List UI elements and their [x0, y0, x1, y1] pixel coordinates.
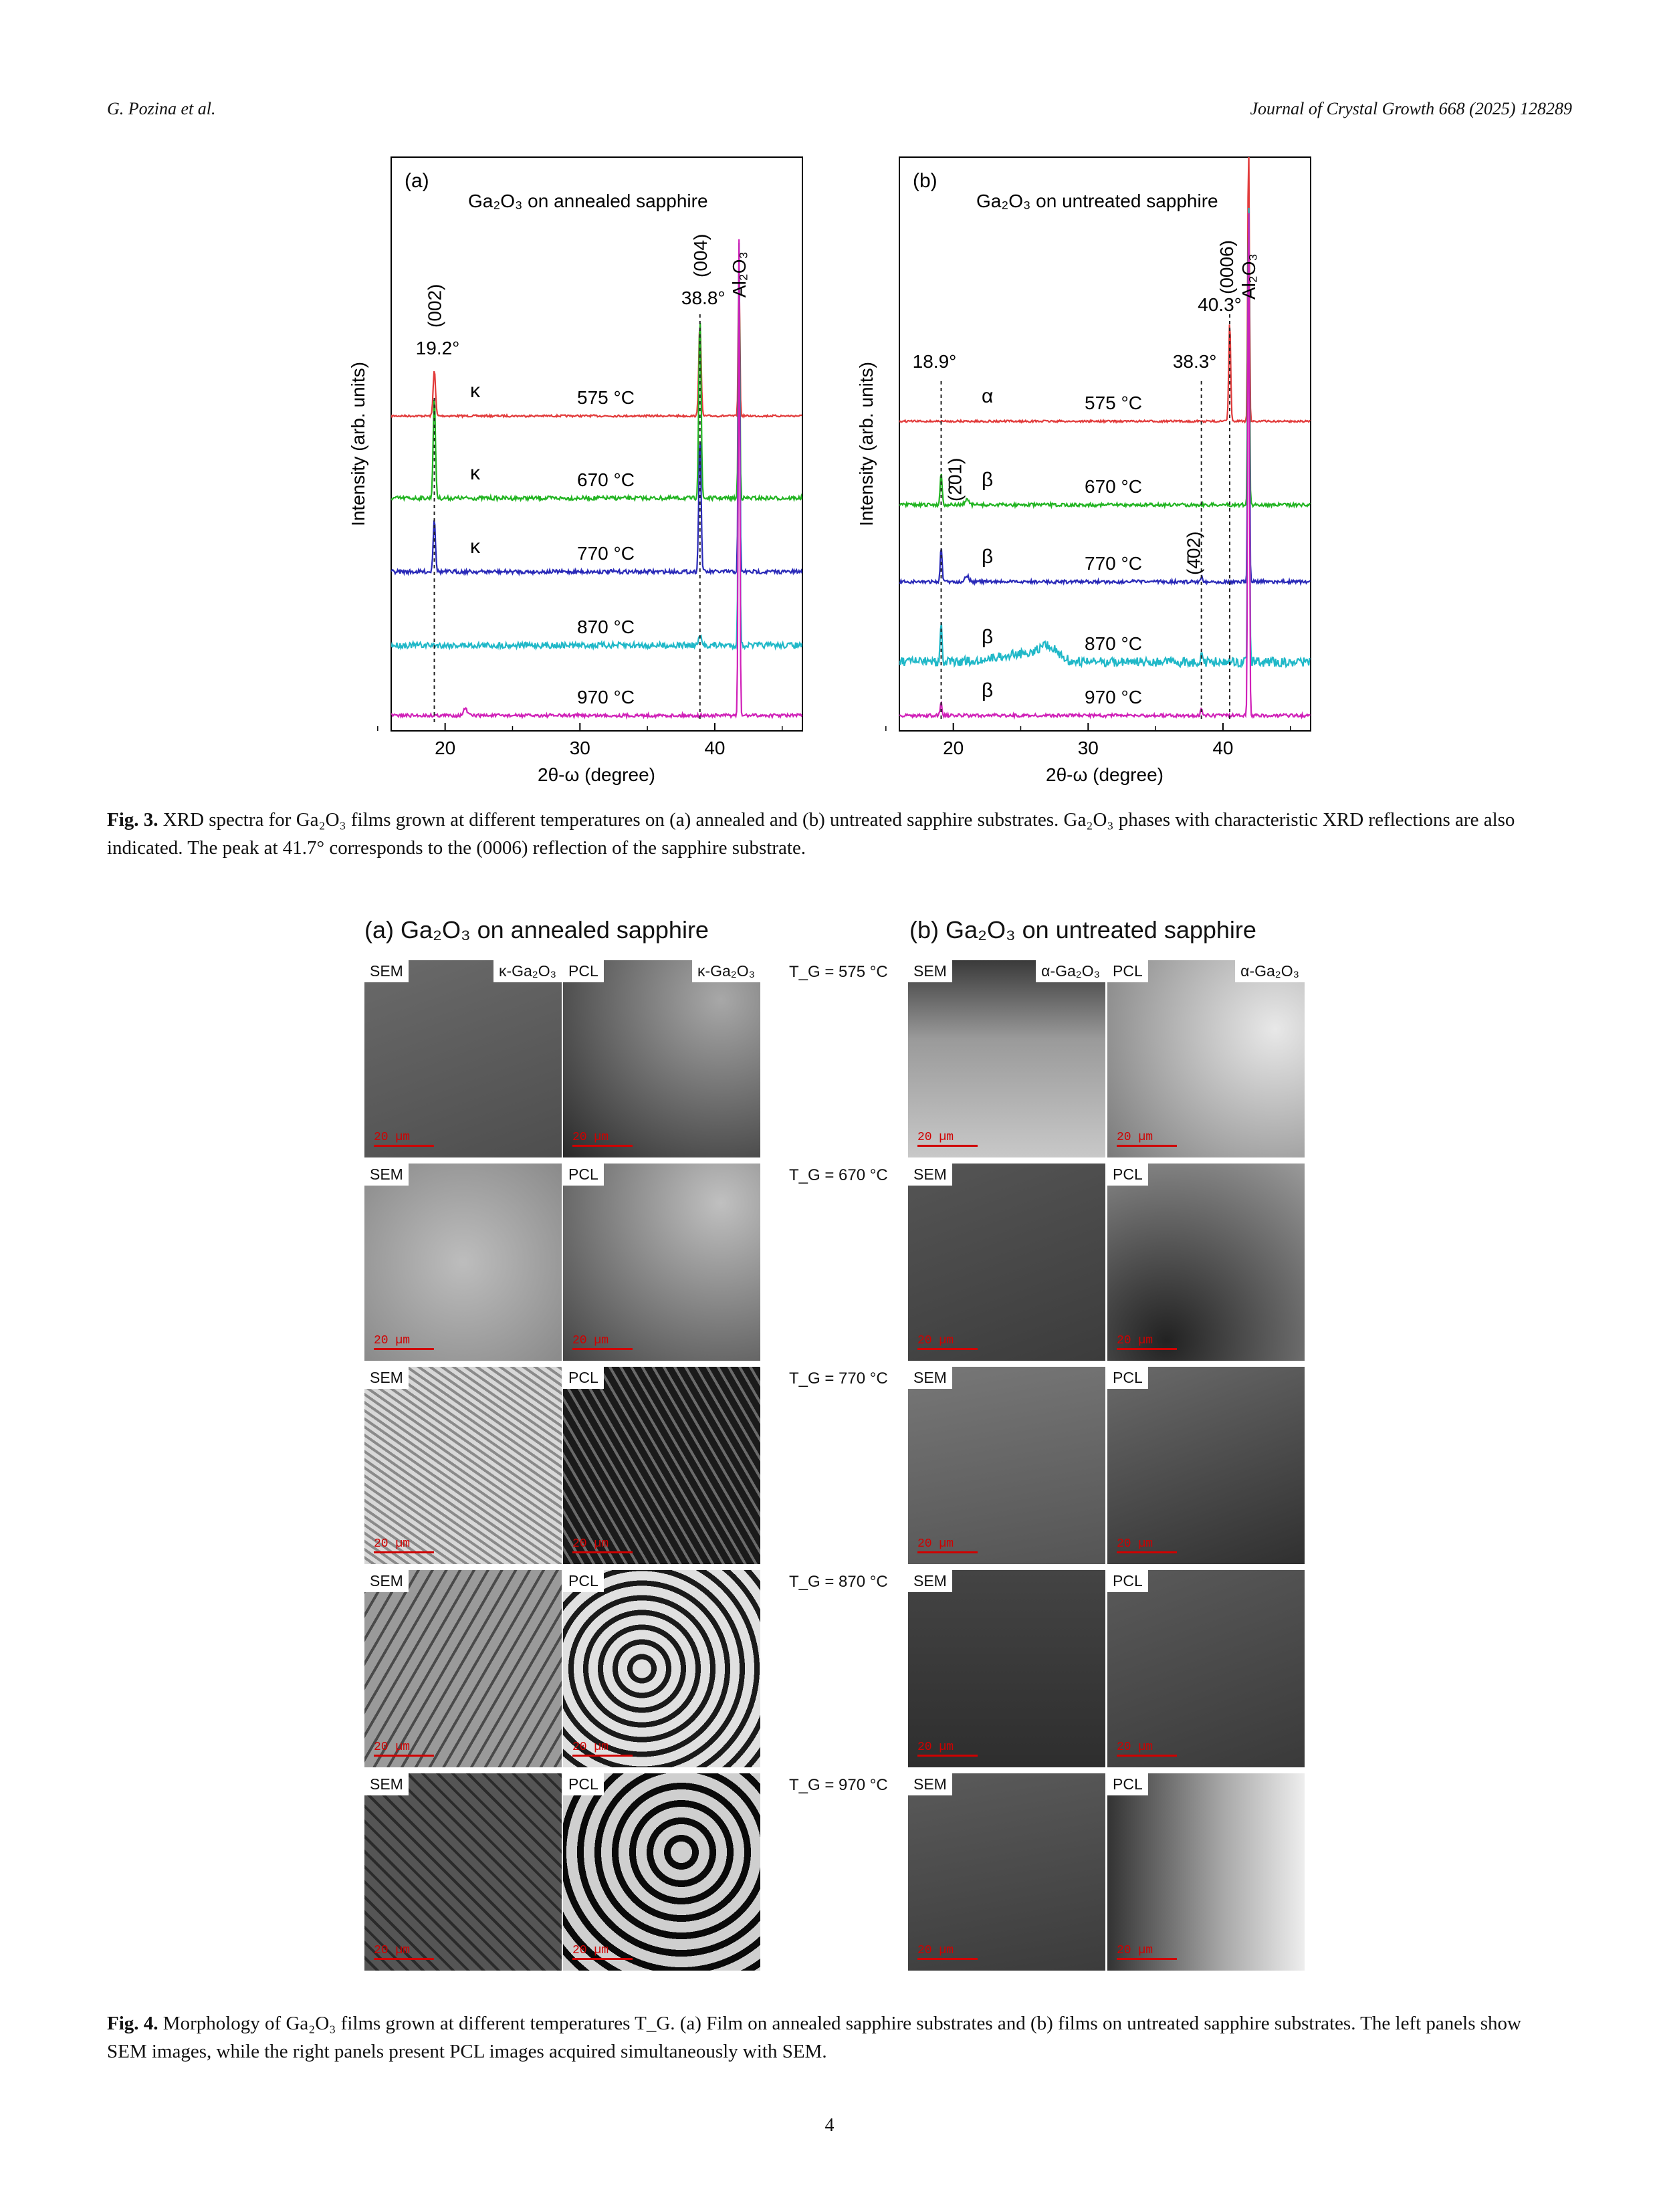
phase-label: κ-Ga₂O₃	[692, 960, 760, 982]
scale-bar	[374, 1755, 434, 1757]
pcl-image	[563, 960, 760, 1157]
growth-temperature-label: T_G = 770 °C	[789, 1369, 888, 1388]
fig4-panel-a-title: (a) Ga₂O₃ on annealed sapphire	[364, 916, 709, 944]
running-header-journal: Journal of Crystal Growth 668 (2025) 128289	[1250, 99, 1572, 118]
peak-label-38-3: 38.3°	[1172, 351, 1217, 372]
sem-image	[908, 1367, 1105, 1564]
pcl-label: PCL	[563, 960, 604, 982]
scale-bar	[374, 1348, 434, 1350]
scale-bar	[572, 1551, 633, 1553]
scale-bar	[572, 1755, 633, 1757]
sem-label: SEM	[908, 1570, 952, 1592]
scale-bar-label: 20 µm	[917, 1334, 954, 1347]
figure-3-caption-text: XRD spectra for Ga₂O₃ films grown at different temperatures on (a) annealed and (b) untreated sapphire substrates. Ga₂O₃ phases with characteristic XRD reflections are also indicated. The peak at 41.7° corresponds to the (0006) reflection of the sapphire substrate.	[107, 809, 1515, 859]
sem-label: SEM	[364, 1164, 409, 1186]
panel-b-spectra	[899, 152, 1311, 717]
temp-label-3: 870 °C	[1085, 633, 1142, 654]
peak-label-18-9: 18.9°	[912, 351, 957, 372]
sem-image	[908, 960, 1105, 1157]
figure-4-caption-text: Morphology of Ga₂O₃ films grown at different temperatures T_G. (a) Film on annealed sapphire substrates and (b) films on untreated sapphire substrates. The left panels show SEM images, while the right panels present PCL images acquired simultaneously with SEM.	[107, 2013, 1521, 2062]
scale-bar-label: 20 µm	[374, 1537, 411, 1551]
scale-bar	[1117, 1551, 1177, 1553]
figure-4-morphology	[0, 896, 1659, 1993]
temp-label-2: 770 °C	[1085, 553, 1142, 574]
sem-image	[908, 1570, 1105, 1767]
scale-bar	[1117, 1755, 1177, 1757]
scale-bar	[374, 1958, 434, 1960]
scale-bar	[1117, 1958, 1177, 1960]
scale-bar	[917, 1958, 978, 1960]
growth-temperature-label: T_G = 970 °C	[789, 1776, 888, 1794]
scale-bar-label: 20 µm	[917, 1537, 954, 1551]
scale-bar	[917, 1348, 978, 1350]
panel-b-xticks	[886, 723, 1291, 758]
scale-bar-label: 20 µm	[917, 1944, 954, 1957]
peak-label-38-8: 38.8°	[681, 288, 726, 308]
panel-a-annotations	[416, 234, 750, 722]
pcl-label: PCL	[563, 1570, 604, 1592]
scale-bar-label: 20 µm	[572, 1131, 609, 1144]
pcl-image	[563, 1164, 760, 1361]
scale-bar	[917, 1755, 978, 1757]
scale-bar-label: 20 µm	[572, 1334, 609, 1347]
panel-b-ylabel: Intensity (arb. units)	[856, 362, 877, 526]
sem-label: SEM	[908, 1773, 952, 1795]
reflection-label-004: (004)	[689, 233, 711, 278]
scale-bar	[572, 1958, 633, 1960]
sem-image	[364, 1773, 562, 1971]
sem-label: SEM	[364, 1570, 409, 1592]
pcl-image	[1107, 1773, 1305, 1971]
phase-label-3: β	[982, 626, 994, 648]
phase-label: α-Ga₂O₃	[1036, 960, 1105, 982]
pcl-image	[1107, 1570, 1305, 1767]
sem-label: SEM	[364, 1367, 409, 1389]
sem-label: SEM	[364, 960, 409, 982]
panel-b	[856, 152, 1311, 785]
pcl-label: PCL	[1107, 1773, 1148, 1795]
xtick-label-20: 20	[435, 738, 456, 758]
scale-bar-label: 20 µm	[917, 1131, 954, 1144]
panel-b-title: Ga₂O₃ on untreated sapphire	[976, 191, 1218, 211]
scale-bar-label: 20 µm	[572, 1537, 609, 1551]
scale-bar-label: 20 µm	[374, 1334, 411, 1347]
xtick-label-40: 40	[1212, 738, 1234, 758]
phase-label-0: κ	[470, 380, 480, 402]
sem-image	[364, 1367, 562, 1564]
temp-label-4: 970 °C	[1085, 687, 1142, 707]
panel-b-tag: (b)	[913, 170, 937, 192]
panel-b-annotations	[913, 240, 1260, 722]
xtick-label-20: 20	[943, 738, 964, 758]
sem-label: SEM	[908, 1367, 952, 1389]
temp-label-4: 970 °C	[577, 687, 635, 707]
temp-label-2: 770 °C	[577, 543, 635, 564]
scale-bar	[917, 1551, 978, 1553]
phase-label: κ-Ga₂O₃	[493, 960, 562, 982]
scale-bar	[1117, 1348, 1177, 1350]
pcl-image	[563, 1367, 760, 1564]
scale-bar-label: 20 µm	[1117, 1131, 1153, 1144]
sem-label: SEM	[364, 1773, 409, 1795]
peak-label-19-2: 19.2°	[415, 338, 460, 358]
reflection-label-al2o3: Al₂O₃	[729, 251, 750, 298]
scale-bar-label: 20 µm	[374, 1131, 411, 1144]
figure-4-caption	[107, 2009, 1565, 2066]
reflection-label-0006: (0006)	[1216, 240, 1238, 294]
pcl-label: PCL	[1107, 1164, 1148, 1186]
pcl-image	[1107, 960, 1305, 1157]
sem-label: SEM	[908, 960, 952, 982]
reflection-label-002: (002)	[424, 284, 445, 328]
fig4-panel-b-title: (b) Ga₂O₃ on untreated sapphire	[909, 916, 1256, 944]
panel-a-tag: (a)	[405, 170, 429, 192]
pcl-label: PCL	[1107, 1367, 1148, 1389]
scale-bar	[572, 1145, 633, 1147]
scale-bar-label: 20 µm	[374, 1741, 411, 1754]
page-number: 4	[824, 2115, 835, 2136]
sem-image	[364, 1164, 562, 1361]
scale-bar	[374, 1551, 434, 1553]
phase-label-0: α	[982, 385, 994, 407]
phase-label-1: β	[982, 469, 994, 491]
pcl-image	[563, 1570, 760, 1767]
growth-temperature-label: T_G = 670 °C	[789, 1166, 888, 1184]
running-header-authors: G. Pozina et al.	[107, 99, 216, 118]
growth-temperature-label: T_G = 575 °C	[789, 963, 888, 981]
temp-label-1: 670 °C	[1085, 476, 1142, 497]
xtick-label-30: 30	[569, 738, 590, 758]
figure-3-caption	[107, 806, 1565, 862]
panel-a-ylabel: Intensity (arb. units)	[348, 362, 368, 526]
phase-label-2: β	[982, 546, 994, 568]
temp-label-0: 575 °C	[577, 387, 635, 408]
panel-a-xticks	[378, 723, 782, 758]
sem-image	[364, 1570, 562, 1767]
scale-bar-label: 20 µm	[572, 1944, 609, 1957]
panel-a-title: Ga₂O₃ on annealed sapphire	[468, 191, 708, 211]
sem-image	[908, 1773, 1105, 1971]
phase-label: α-Ga₂O₃	[1235, 960, 1305, 982]
phase-label-1: κ	[470, 462, 480, 484]
temp-label-0: 575 °C	[1085, 393, 1142, 413]
temp-label-1: 670 °C	[577, 469, 635, 490]
scale-bar-label: 20 µm	[1117, 1741, 1153, 1754]
sem-label: SEM	[908, 1164, 952, 1186]
pcl-label: PCL	[563, 1773, 604, 1795]
xtick-label-30: 30	[1077, 738, 1099, 758]
sem-image	[908, 1164, 1105, 1361]
phase-label-2: κ	[470, 536, 480, 558]
scale-bar-label: 20 µm	[572, 1741, 609, 1754]
scale-bar	[374, 1145, 434, 1147]
figure-3-xrd	[0, 0, 1659, 802]
pcl-image	[1107, 1164, 1305, 1361]
scale-bar-label: 20 µm	[1117, 1537, 1153, 1551]
sem-image	[364, 960, 562, 1157]
scale-bar	[917, 1145, 978, 1147]
reflection-label-402: (4̄02)	[1183, 531, 1204, 575]
growth-temperature-label: T_G = 870 °C	[789, 1573, 888, 1591]
panel-b-xlabel: 2θ-ω (degree)	[1046, 764, 1164, 785]
panel-a-xlabel: 2θ-ω (degree)	[538, 764, 655, 785]
scale-bar-label: 20 µm	[917, 1741, 954, 1754]
scale-bar-label: 20 µm	[1117, 1944, 1153, 1957]
reflection-label-al2o3: Al₂O₃	[1238, 253, 1260, 300]
scale-bar	[1117, 1145, 1177, 1147]
panel-a	[348, 157, 802, 785]
scale-bar-label: 20 µm	[1117, 1334, 1153, 1347]
figure-4-caption-label: Fig. 4.	[107, 2013, 158, 2034]
phase-label-4: β	[982, 679, 994, 701]
temp-label-3: 870 °C	[577, 617, 635, 637]
pcl-label: PCL	[1107, 1570, 1148, 1592]
peak-label-40-3: 40.3°	[1198, 294, 1242, 315]
xtick-label-40: 40	[704, 738, 726, 758]
pcl-label: PCL	[563, 1367, 604, 1389]
pcl-image	[1107, 1367, 1305, 1564]
scale-bar	[572, 1348, 633, 1350]
reflection-label-201: (2̄01)	[944, 457, 966, 502]
scale-bar-label: 20 µm	[374, 1944, 411, 1957]
pcl-image	[563, 1773, 760, 1971]
pcl-label: PCL	[1107, 960, 1148, 982]
pcl-label: PCL	[563, 1164, 604, 1186]
figure-3-caption-label: Fig. 3.	[107, 809, 158, 831]
